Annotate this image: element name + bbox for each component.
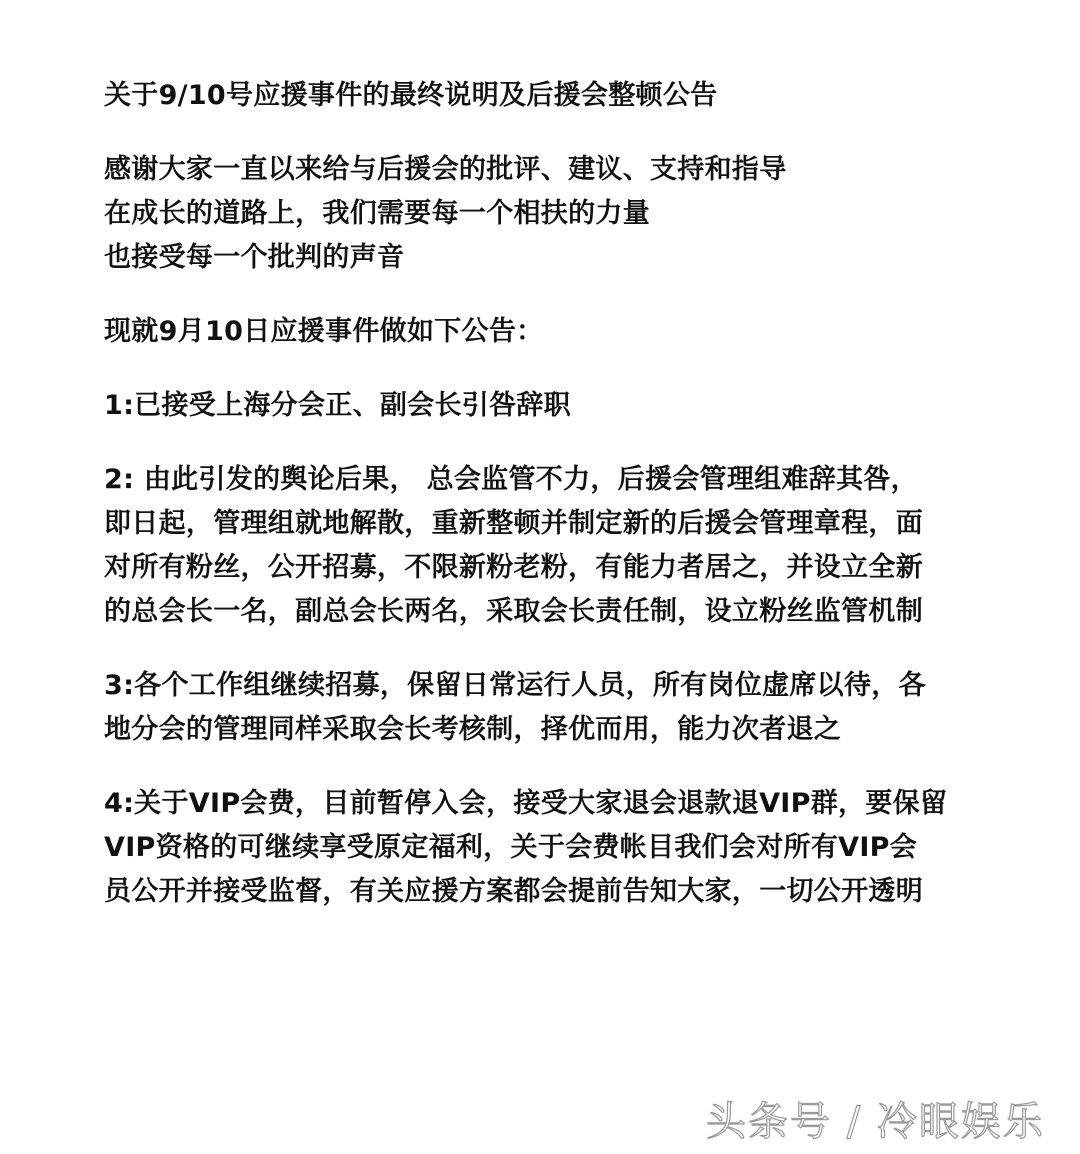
item-4-line: 员公开并接受监督，有关应援方案都会提前告知大家，一切公开透明 xyxy=(104,876,923,907)
item-4 xyxy=(104,782,984,914)
item-2-line: 2: 由此引发的舆论后果， 总会监管不力，后援会管理组难辞其咎， xyxy=(104,464,918,495)
item-1 xyxy=(104,384,984,428)
spacer xyxy=(104,752,984,782)
intro-paragraph xyxy=(104,148,984,280)
item-2-line: 对所有粉丝，公开招募，不限新粉老粉，有能力者居之，并设立全新 xyxy=(104,552,923,583)
spacer xyxy=(104,428,984,458)
intro-line: 在成长的道路上，我们需要每一个相扶的力量 xyxy=(104,198,650,229)
item-4-line: 4:关于VIP会费，目前暂停入会，接受大家退会退款退VIP群，要保留 xyxy=(104,788,948,819)
intro-line: 也接受每一个批判的声音 xyxy=(104,242,405,273)
item-3-line: 3:各个工作组继续招募，保留日常运行人员，所有岗位虚席以待，各 xyxy=(104,670,926,701)
spacer xyxy=(104,354,984,384)
spacer xyxy=(104,118,984,148)
item-1-line: 1:已接受上海分会正、副会长引咎辞职 xyxy=(104,390,571,421)
intro-line: 感谢大家一直以来给与后援会的批评、建议、支持和指导 xyxy=(104,154,787,185)
watermark-text: 头条号 / 冷眼娱乐 xyxy=(706,1099,1045,1145)
spacer xyxy=(104,634,984,664)
item-2 xyxy=(104,458,984,634)
item-3 xyxy=(104,664,984,752)
announcement-title: 关于9/10号应援事件的最终说明及后援会整顿公告 xyxy=(104,80,718,111)
item-4-line: VIP资格的可继续享受原定福利，关于会费帐目我们会对所有VIP会 xyxy=(104,832,918,863)
lead-line: 现就9月10日应援事件做如下公告： xyxy=(104,316,544,347)
item-2-line: 的总会长一名，副总会长两名，采取会长责任制，设立粉丝监管机制 xyxy=(104,596,923,627)
item-2-line: 即日起，管理组就地解散，重新整顿并制定新的后援会管理章程，面 xyxy=(104,508,923,539)
announcement-document xyxy=(104,74,984,914)
spacer xyxy=(104,280,984,310)
item-3-line: 地分会的管理同样采取会长考核制，择优而用，能力次者退之 xyxy=(104,714,842,745)
